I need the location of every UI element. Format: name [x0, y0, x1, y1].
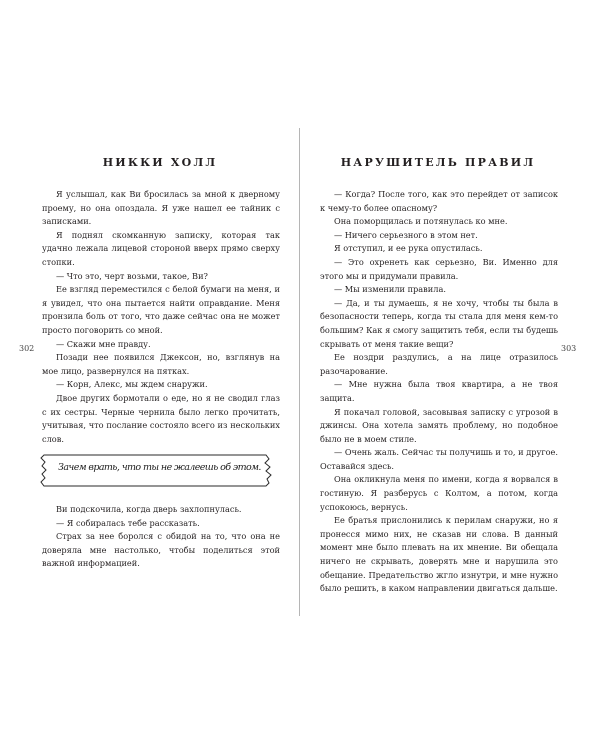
left-page-text-top [42, 188, 280, 446]
paragraph: — Я собиралась тебе рассказать. [56, 517, 200, 528]
paragraph: Она поморщилась и потянулась ко мне. [334, 216, 508, 227]
paragraph: — Когда? После того, как это перейдет от записок к чему-то более опасному? [320, 189, 558, 213]
right-page-number: 303 [561, 344, 577, 353]
paragraph: Двое других бормотали о еде, но я не сводил глаз с их сестры. Черные чернила было легко прочитать, учитывая, что послание состояло всего из нескольких слов. [42, 392, 280, 444]
paragraph: — Мы изменили правила. [334, 284, 446, 295]
right-page-text [320, 188, 558, 596]
paragraph: — Что это, черт возьми, такое, Ви? [56, 270, 208, 281]
paragraph: Я покачал головой, засовывая записку с угрозой в джинсы. Она хотела замять проблему, но подобное было не в моем стиле. [320, 406, 558, 444]
right-page-header: НАРУШИТЕЛЬ ПРАВИЛ [340, 156, 536, 169]
paragraph: — Мне нужна была твоя квартира, а не твоя защита. [320, 379, 558, 403]
left-page-header: НИККИ ХОЛЛ [102, 156, 218, 169]
paragraph: Ви подскочила, когда дверь захлопнулась. [56, 504, 242, 514]
left-page-text-bottom [42, 503, 280, 571]
paragraph: Я услышал, как Ви бросилась за мной к дверному проему, но она опоздала. Я уже нашел ее тайник с записками. [42, 189, 280, 227]
paragraph: — Да, и ты думаешь, я не хочу, чтобы ты была в безопасности теперь, когда ты стала для меня кем-то большим? Как я смогу защитить тебя, если ты будешь скрывать от меня такие вещи? [320, 297, 558, 349]
note-handwritten-text: Зачем врать, что ты не жалеешь об этом. [58, 462, 261, 473]
paragraph: Страх за нее боролся с обидой на то, что она не доверяла мне настолько, чтобы поделиться этой важной информацией. [42, 531, 280, 569]
paragraph: Я отступил, и ее рука опустилась. [334, 243, 483, 254]
paragraph: Ее ноздри раздулись, а на лице отразилось разочарование. [320, 352, 558, 376]
paragraph: — Ничего серьезного в этом нет. [334, 229, 478, 240]
paragraph: — Скажи мне правду. [56, 338, 151, 349]
torn-note-illustration [40, 452, 272, 488]
paragraph: — Корн, Алекс, мы ждем снаружи. [56, 379, 208, 390]
paragraph: Я поднял скомканную записку, которая так удачно лежала лицевой стороной вверх прямо сверху стопки. [42, 229, 280, 267]
paragraph: Позади нее появился Джексон, но, взглянув на мое лицо, развернулся на пятках. [42, 352, 280, 376]
book-spine-divider [299, 128, 300, 616]
left-page-number: 302 [19, 344, 35, 353]
paragraph: Ее взгляд переместился с белой бумаги на меня, и я увидел, что она пытается найти оправдание. Меня пронзила боль от того, что даже сейчас она не может просто поговорить со мной. [42, 284, 280, 335]
paragraph: Ее братья прислонились к перилам снаружи, но я пронесся мимо них, не сказав ни слова. В данный момент мне было плевать на их мнение. Ви обещала ничего не скрывать, доверять мне и нарушила это обещание. Предательство жгло изнутри, и мне нужно было решить, в каком направлении двигаться дальше. [320, 515, 558, 594]
paragraph: — Это охренеть как серьезно, Ви. Именно для этого мы и придумали правила. [320, 256, 558, 281]
paragraph: — Очень жаль. Сейчас ты получишь и то, и другое. Оставайся здесь. [320, 447, 558, 471]
paragraph: Она окликнула меня по имени, когда я ворвался в гостиную. Я разберусь с Колтом, а потом, когда успокоюсь, вернусь. [320, 474, 558, 512]
